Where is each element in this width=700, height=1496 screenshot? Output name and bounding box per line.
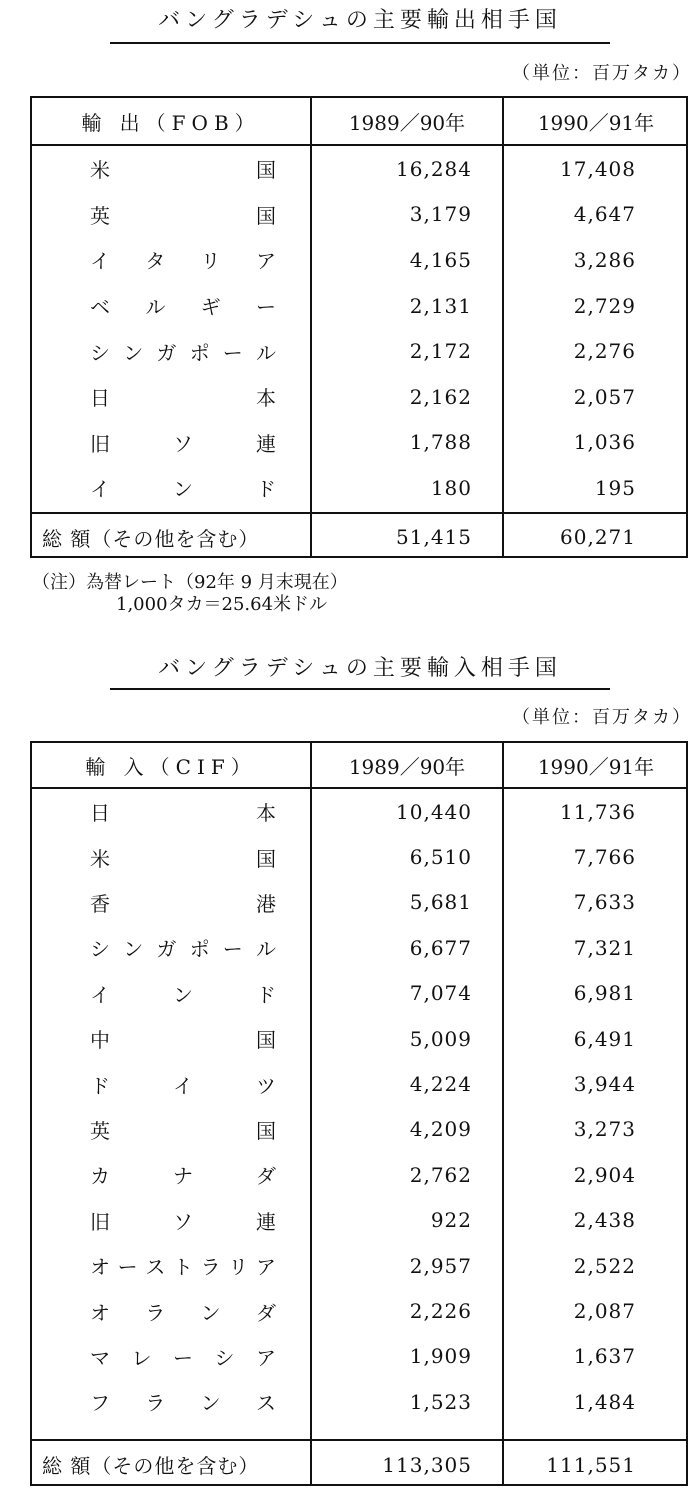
export-value-1990: 195 bbox=[594, 475, 636, 500]
name-char: ン bbox=[200, 1300, 221, 1325]
name-char: イ bbox=[90, 249, 110, 274]
name-char: ル bbox=[255, 340, 276, 365]
export-country-name bbox=[32, 420, 310, 466]
import-country-name bbox=[32, 925, 310, 970]
name-char: ア bbox=[256, 1345, 276, 1370]
export-table-row bbox=[32, 146, 686, 192]
import-value-1989: 6,677 bbox=[409, 935, 472, 960]
export-country-name-text bbox=[90, 200, 276, 229]
import-value-1989: 5,681 bbox=[409, 890, 472, 915]
import-value-1989: 2,762 bbox=[409, 1162, 472, 1187]
import-country-name bbox=[32, 1243, 310, 1288]
export-country-name bbox=[32, 374, 310, 420]
import-unit-note: （単位：百万タカ） bbox=[512, 707, 692, 728]
export-title-underline bbox=[110, 42, 610, 44]
import-value-1990: 11,736 bbox=[560, 799, 636, 824]
name-char: ン bbox=[200, 1391, 221, 1416]
name-char: ー bbox=[117, 1255, 138, 1280]
export-value-1990: 4,647 bbox=[573, 202, 636, 227]
name-char: イ bbox=[90, 982, 110, 1007]
import-value-1990: 1,484 bbox=[573, 1389, 636, 1414]
name-char: リ bbox=[228, 1255, 249, 1280]
name-char: ー bbox=[173, 1345, 193, 1370]
export-table-header bbox=[32, 98, 686, 146]
name-char: ベ bbox=[90, 295, 110, 320]
export-table-row bbox=[32, 192, 686, 238]
import-title-underline bbox=[110, 688, 610, 690]
export-country-name-text bbox=[90, 154, 276, 183]
name-char: ー bbox=[255, 295, 276, 320]
import-value-1989: 10,440 bbox=[396, 799, 472, 824]
import-table-row bbox=[32, 1107, 686, 1152]
import-value-1990: 2,438 bbox=[573, 1208, 636, 1233]
import-country-name bbox=[32, 1288, 310, 1333]
export-value-1989: 3,179 bbox=[409, 202, 472, 227]
exchange-rate-note-line2: 1,000タカ＝25.64米ドル bbox=[116, 594, 328, 615]
import-table-row bbox=[32, 1334, 686, 1379]
name-char: ド bbox=[90, 1073, 110, 1098]
name-char: ツ bbox=[256, 1073, 276, 1098]
export-total-row bbox=[32, 512, 686, 558]
import-table bbox=[30, 741, 688, 1486]
name-char: 本 bbox=[256, 801, 276, 826]
import-country-name-text bbox=[90, 1024, 276, 1053]
name-char: カ bbox=[90, 1164, 110, 1189]
name-char: 港 bbox=[256, 891, 276, 916]
export-country-name bbox=[32, 283, 310, 329]
name-char: ソ bbox=[173, 1209, 193, 1234]
name-char: ド bbox=[256, 982, 276, 1007]
export-value-1990: 2,276 bbox=[573, 339, 636, 364]
name-char: ダ bbox=[256, 1164, 276, 1189]
import-table-row bbox=[32, 1243, 686, 1288]
import-table-row bbox=[32, 971, 686, 1016]
import-value-1990: 2,522 bbox=[573, 1253, 636, 1278]
import-header-year-1989: 1989／90年 bbox=[348, 754, 466, 779]
import-value-1990: 2,904 bbox=[573, 1162, 636, 1187]
export-table-row bbox=[32, 283, 686, 329]
import-country-name bbox=[32, 1198, 310, 1243]
export-table-row bbox=[32, 237, 686, 283]
import-value-1989: 4,209 bbox=[409, 1117, 472, 1142]
import-country-name bbox=[32, 1334, 310, 1379]
import-table-row bbox=[32, 1288, 686, 1333]
name-char: ン bbox=[173, 982, 193, 1007]
name-char: 旧 bbox=[90, 1209, 110, 1234]
export-country-name-text bbox=[90, 337, 276, 366]
name-char: 米 bbox=[90, 846, 110, 871]
name-char: 国 bbox=[256, 846, 276, 871]
export-header-category: 輸 出（FOB） bbox=[81, 110, 261, 135]
export-total-1989: 51,415 bbox=[396, 525, 472, 549]
import-country-name bbox=[32, 971, 310, 1016]
import-header-year-1990: 1990／91年 bbox=[537, 754, 655, 779]
import-table-row bbox=[32, 880, 686, 925]
export-country-name-text bbox=[90, 428, 276, 457]
export-country-name bbox=[32, 465, 310, 511]
import-country-name bbox=[32, 880, 310, 925]
exchange-rate-note-line1: （注）為替レート（92年 9 月末現在） bbox=[32, 572, 348, 593]
name-char: 国 bbox=[256, 158, 276, 183]
import-value-1990: 3,273 bbox=[573, 1117, 636, 1142]
import-table-row bbox=[32, 1152, 686, 1197]
import-country-name bbox=[32, 789, 310, 834]
name-char: 旧 bbox=[90, 431, 110, 456]
import-total-1990: 111,551 bbox=[546, 1452, 636, 1477]
export-country-name bbox=[32, 237, 310, 283]
export-value-1990: 17,408 bbox=[560, 156, 636, 181]
exchange-rate-note bbox=[32, 572, 348, 616]
import-country-name-text bbox=[90, 933, 276, 962]
export-value-1990: 2,729 bbox=[573, 293, 636, 318]
name-char: 国 bbox=[256, 1028, 276, 1053]
import-country-name-text bbox=[90, 843, 276, 872]
import-value-1989: 2,226 bbox=[409, 1299, 472, 1324]
name-char: ア bbox=[255, 249, 276, 274]
import-table-row bbox=[32, 789, 686, 834]
name-char: シ bbox=[90, 340, 110, 365]
export-country-name bbox=[32, 192, 310, 238]
export-value-1990: 3,286 bbox=[573, 247, 636, 272]
name-char: ル bbox=[255, 937, 276, 962]
name-char: 連 bbox=[256, 1209, 276, 1234]
import-value-1989: 2,957 bbox=[409, 1253, 472, 1278]
export-unit-note: （単位：百万タカ） bbox=[512, 63, 692, 84]
import-table-row bbox=[32, 1016, 686, 1061]
name-char: シ bbox=[214, 1345, 235, 1370]
name-char: ル bbox=[145, 295, 166, 320]
name-char: ー bbox=[222, 937, 243, 962]
import-header-category: 輸 入（CIF） bbox=[85, 754, 257, 779]
name-char: ン bbox=[123, 937, 144, 962]
name-char: タ bbox=[145, 249, 166, 274]
export-value-1989: 1,788 bbox=[409, 430, 472, 455]
export-table-row bbox=[32, 465, 686, 511]
import-value-1990: 7,633 bbox=[573, 890, 636, 915]
import-country-name bbox=[32, 1379, 310, 1424]
import-table-row bbox=[32, 834, 686, 879]
name-char: ン bbox=[173, 477, 193, 502]
export-value-1989: 2,131 bbox=[409, 293, 472, 318]
import-country-name-text bbox=[90, 1387, 276, 1416]
name-char: ガ bbox=[156, 340, 177, 365]
export-title: バングラデシュの主要輸出相手国 bbox=[158, 8, 562, 33]
name-char: ラ bbox=[200, 1255, 221, 1280]
import-country-name-text bbox=[90, 888, 276, 917]
name-char: シ bbox=[90, 937, 110, 962]
name-char: 日 bbox=[90, 801, 110, 826]
name-char: ダ bbox=[255, 1300, 276, 1325]
import-country-name-text bbox=[90, 797, 276, 826]
name-char: イ bbox=[173, 1073, 193, 1098]
import-value-1990: 6,981 bbox=[573, 981, 636, 1006]
import-country-name bbox=[32, 834, 310, 879]
export-country-name-text bbox=[90, 291, 276, 320]
export-table bbox=[30, 96, 688, 558]
export-total-1990: 60,271 bbox=[560, 525, 636, 549]
export-table-row bbox=[32, 328, 686, 374]
export-total-label: 総 額（その他を含む） bbox=[42, 526, 260, 551]
import-value-1989: 1,523 bbox=[409, 1389, 472, 1414]
import-value-1990: 6,491 bbox=[573, 1026, 636, 1051]
import-total-row bbox=[32, 1439, 686, 1486]
import-country-name-text bbox=[90, 979, 276, 1008]
export-country-name bbox=[32, 328, 310, 374]
name-char: 国 bbox=[256, 203, 276, 228]
name-char: ガ bbox=[156, 937, 177, 962]
name-char: ン bbox=[123, 340, 144, 365]
name-char: 国 bbox=[256, 1118, 276, 1143]
export-table-row bbox=[32, 420, 686, 466]
import-country-name-text bbox=[90, 1206, 276, 1235]
import-country-name-text bbox=[90, 1115, 276, 1144]
name-char: オ bbox=[90, 1255, 110, 1280]
name-char: ス bbox=[255, 1391, 276, 1416]
export-value-1990: 2,057 bbox=[573, 384, 636, 409]
name-char: ア bbox=[255, 1255, 276, 1280]
name-char: オ bbox=[90, 1300, 110, 1325]
name-char: リ bbox=[200, 249, 221, 274]
import-value-1989: 922 bbox=[430, 1208, 472, 1233]
export-country-name-text bbox=[90, 245, 276, 274]
import-value-1990: 2,087 bbox=[573, 1299, 636, 1324]
name-char: ー bbox=[222, 340, 243, 365]
name-char: ナ bbox=[173, 1164, 193, 1189]
import-table-header bbox=[32, 743, 686, 789]
import-country-name-text bbox=[90, 1070, 276, 1099]
name-char: 連 bbox=[256, 431, 276, 456]
import-country-name-text bbox=[90, 1342, 276, 1371]
name-char: 英 bbox=[90, 203, 110, 228]
name-char: ド bbox=[256, 477, 276, 502]
import-table-row bbox=[32, 1061, 686, 1106]
name-char: 香 bbox=[90, 891, 110, 916]
import-country-name bbox=[32, 1107, 310, 1152]
import-value-1989: 5,009 bbox=[409, 1026, 472, 1051]
import-country-name bbox=[32, 1061, 310, 1106]
export-value-1990: 1,036 bbox=[573, 430, 636, 455]
import-value-1990: 3,944 bbox=[573, 1072, 636, 1097]
import-value-1990: 7,766 bbox=[573, 845, 636, 870]
import-country-name-text bbox=[90, 1160, 276, 1189]
name-char: ギ bbox=[200, 295, 221, 320]
name-char: ス bbox=[145, 1255, 166, 1280]
import-country-name bbox=[32, 1152, 310, 1197]
name-char: フ bbox=[90, 1391, 110, 1416]
name-char: レ bbox=[131, 1345, 152, 1370]
export-country-name-text bbox=[90, 382, 276, 411]
import-country-name-text bbox=[90, 1251, 276, 1280]
import-value-1990: 1,637 bbox=[573, 1344, 636, 1369]
export-header-year-1989: 1989／90年 bbox=[348, 110, 466, 135]
name-char: イ bbox=[90, 477, 110, 502]
import-title: バングラデシュの主要輸入相手国 bbox=[158, 656, 562, 681]
export-country-name bbox=[32, 146, 310, 192]
name-char: 日 bbox=[90, 386, 110, 411]
import-total-1989: 113,305 bbox=[382, 1452, 472, 1477]
import-table-row bbox=[32, 925, 686, 970]
export-country-name-text bbox=[90, 473, 276, 502]
import-value-1989: 1,909 bbox=[409, 1344, 472, 1369]
name-char: ラ bbox=[145, 1391, 166, 1416]
name-char: マ bbox=[90, 1345, 110, 1370]
export-value-1989: 2,162 bbox=[409, 384, 472, 409]
import-table-row bbox=[32, 1379, 686, 1424]
name-char: ポ bbox=[189, 937, 210, 962]
import-country-name bbox=[32, 1016, 310, 1061]
export-value-1989: 4,165 bbox=[409, 247, 472, 272]
export-value-1989: 180 bbox=[430, 475, 472, 500]
import-country-name-text bbox=[90, 1297, 276, 1326]
export-table-row bbox=[32, 374, 686, 420]
name-char: 本 bbox=[256, 386, 276, 411]
import-value-1989: 7,074 bbox=[409, 981, 472, 1006]
export-header-year-1990: 1990／91年 bbox=[537, 110, 655, 135]
import-table-row bbox=[32, 1198, 686, 1243]
export-value-1989: 16,284 bbox=[396, 156, 472, 181]
name-char: ト bbox=[172, 1255, 193, 1280]
name-char: 中 bbox=[90, 1028, 110, 1053]
name-char: 英 bbox=[90, 1118, 110, 1143]
import-value-1989: 6,510 bbox=[409, 845, 472, 870]
import-value-1990: 7,321 bbox=[573, 935, 636, 960]
import-total-label: 総 額（その他を含む） bbox=[42, 1454, 260, 1478]
name-char: ソ bbox=[173, 431, 193, 456]
name-char: ラ bbox=[145, 1300, 166, 1325]
name-char: ポ bbox=[189, 340, 210, 365]
import-value-1989: 4,224 bbox=[409, 1072, 472, 1097]
export-value-1989: 2,172 bbox=[409, 339, 472, 364]
name-char: 米 bbox=[90, 158, 110, 183]
